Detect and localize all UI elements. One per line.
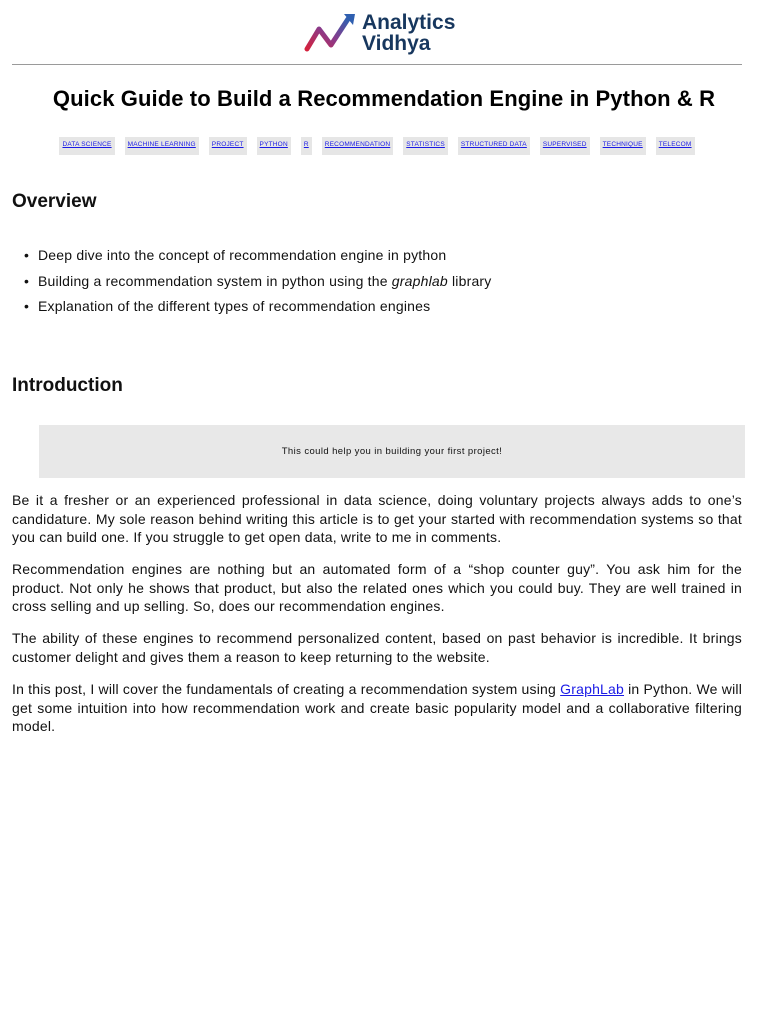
paragraph-text-after: in Python. We will get some intuition into how recommendation work and create basic popularity model and a collaborative filtering model. [12, 681, 743, 735]
tag-list [0, 137, 754, 155]
tag-link-statistics[interactable]: STATISTICS [403, 137, 448, 155]
tag-link-structured-data[interactable]: STRUCTURED DATA [458, 137, 530, 155]
overview-heading: Overview [12, 191, 97, 212]
logo-text-line2: Vidhya [362, 32, 431, 55]
analytics-vidhya-logo-icon [304, 11, 358, 55]
tag-link-r[interactable]: R [301, 137, 312, 155]
bullet-item: • Explanation of the different types of recommendation engines [20, 294, 740, 320]
overview-bullet-list [20, 243, 740, 320]
tag-link-recommendation[interactable]: RECOMMENDATION [322, 137, 394, 155]
bullet-emphasis: graphlab [391, 272, 448, 289]
tag-link-machine-learning[interactable]: MACHINE LEARNING [125, 137, 199, 155]
site-header [12, 0, 742, 65]
paragraph: The ability of these engines to recommend personalized content, based on past behavior is incredible. It brings customer delight and gives them a reason to keep returning to the website. [12, 630, 742, 665]
site-logo[interactable] [304, 8, 479, 58]
bullet-item: • Deep dive into the concept of recommendation engine in python [20, 243, 740, 269]
tag-link-telecom[interactable]: TELECOM [656, 137, 695, 155]
tag-link-python[interactable]: PYTHON [257, 137, 291, 155]
callout-text: This could help you in building your first project! [281, 446, 503, 457]
tag-link-project[interactable]: PROJECT [209, 137, 247, 155]
graphlab-link[interactable]: GraphLab [560, 681, 625, 697]
tag-link-data-science[interactable]: DATA SCIENCE [59, 137, 114, 155]
tag-link-technique[interactable]: TECHNIQUE [600, 137, 646, 155]
paragraph-text-before: In this post, I will cover the fundamentals of creating a recommendation system using [12, 681, 561, 697]
tag-link-supervised[interactable]: SUPERVISED [540, 137, 590, 155]
logo-wordmark [362, 12, 455, 54]
paragraph [12, 680, 742, 736]
callout-box [39, 425, 745, 478]
bullet-text-before: Building a recommendation system in python using the [38, 272, 392, 289]
paragraph: Be it a fresher or an experienced professional in data science, doing voluntary projects always adds to one’s candidature. My sole reason behind writing this article is to get your started with recommendation systems so that you can build one. If you struggle to get open data, write to me in comments. [12, 492, 742, 546]
page-title: Quick Guide to Build a Recommendation Engine in Python & R [52, 86, 716, 111]
paragraph: Recommendation engines are nothing but an automated form of a “shop counter guy”. You ask him for the product. Not only he shows that product, but also the related ones which you could buy. They are well trained in cross selling and up selling. So, does our recommendation engines. [12, 561, 742, 615]
logo-text-line1: Analytics [362, 11, 456, 34]
bullet-text-after: library [447, 272, 492, 289]
bullet-item [20, 269, 740, 295]
introduction-heading: Introduction [12, 375, 123, 396]
